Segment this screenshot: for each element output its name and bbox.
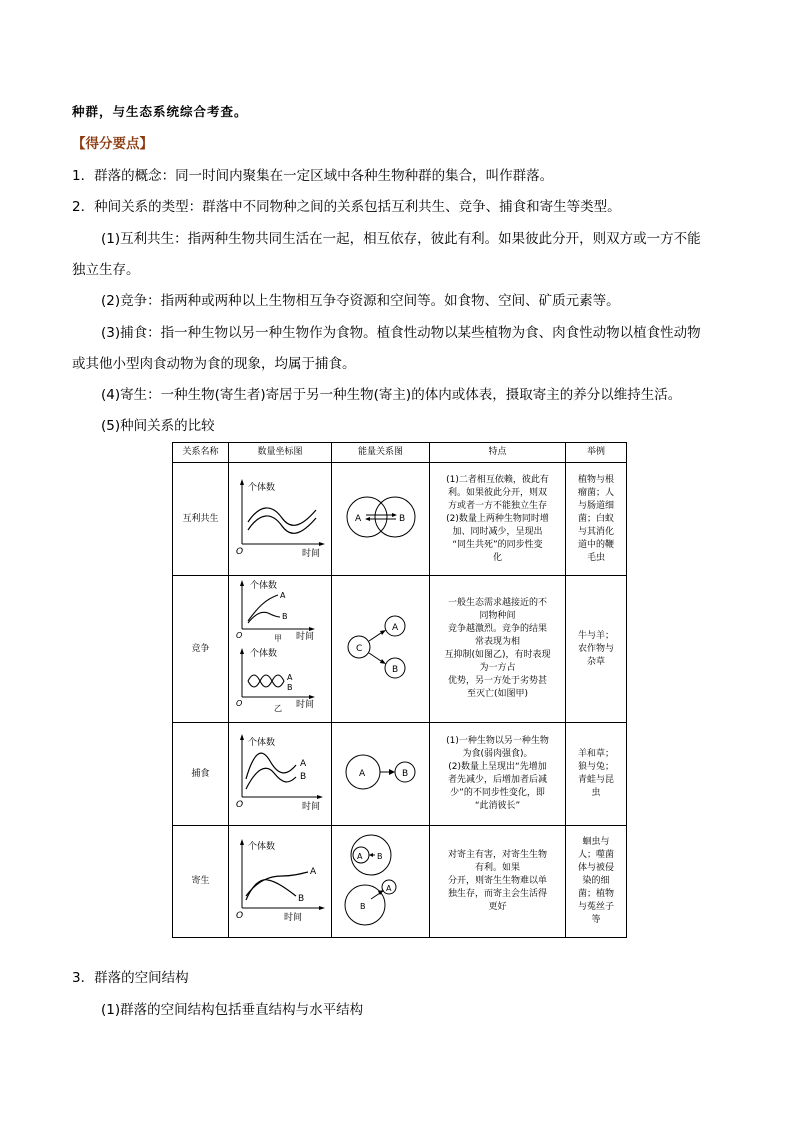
example-line: 羊和草；	[577, 749, 614, 759]
series-a-line	[246, 753, 296, 779]
origin-label: O	[236, 547, 244, 557]
examples-predation	[566, 723, 627, 826]
example-line: 人；噬菌	[577, 850, 614, 860]
arrowhead-left	[365, 517, 370, 521]
node-b-label: B	[359, 902, 365, 911]
series-a-label: A	[300, 759, 307, 769]
x-axis-arrow	[319, 542, 325, 546]
feature-line: (1)二者相互依赖，彼此有	[446, 474, 549, 485]
feature-line: (2)数量上两种生物同时增	[446, 513, 549, 524]
feature-line: 常表现为相	[474, 637, 520, 647]
node-a-label: A	[358, 768, 365, 779]
example-line: 毛虫	[586, 552, 605, 563]
node-a-label: A	[385, 884, 391, 893]
origin-label: O	[236, 911, 244, 921]
series-b-line-yi	[248, 675, 284, 687]
series-b-label: B	[287, 682, 293, 692]
origin-label: O	[236, 630, 243, 640]
parasitism-line-graph	[230, 834, 330, 924]
subpoint-competition: (2)竞争：指两种或两种以上生物相互争夺资源和空间等。如食物、空间、矿质元素等。	[101, 293, 620, 309]
table-row-parasitism	[173, 826, 627, 938]
example-line: 菌；植物	[577, 889, 614, 899]
table-row-competition	[173, 576, 627, 723]
arrowhead-right	[392, 513, 397, 517]
y-axis-label: 个体数	[248, 842, 276, 852]
x-axis-arrow	[317, 795, 323, 799]
feature-line: 一般生态需求越接近的不	[447, 598, 547, 608]
x-axis-label: 时间	[302, 549, 321, 559]
series-a-label: A	[280, 590, 286, 600]
circle-b	[375, 497, 415, 537]
example-line: 与其消化	[577, 526, 614, 537]
energy-graph-predation	[332, 723, 430, 826]
parasitism-energy-diagram	[333, 829, 429, 929]
example-line: 狼与兔；	[577, 762, 614, 772]
section-3-heading: 3．群落的空间结构	[72, 970, 189, 986]
example-line: 植物与根	[577, 474, 614, 485]
point-1-community-concept: 1．群落的概念：同一时间内聚集在一定区域中各种生物种群的集合，叫作群落。	[72, 168, 554, 184]
feature-line: 为一方占	[479, 663, 516, 673]
feature-line: 分开，则寄生生物难以单	[447, 876, 547, 886]
series-b-label: B	[282, 611, 288, 621]
section-heading: 【得分要点】	[72, 136, 153, 152]
feature-line: 化	[492, 552, 502, 563]
arrowhead	[389, 769, 395, 775]
quantity-graph-competition	[229, 576, 332, 723]
feature-line: 方或者一方不能独立生存	[447, 500, 547, 511]
feature-line: 竞争越激烈。竞争的结果	[447, 624, 547, 634]
header-quantity-graph: 数量坐标图	[229, 443, 332, 463]
features-competition	[430, 576, 566, 723]
x-axis-label: 时间	[302, 802, 321, 812]
x-axis-arrow	[319, 906, 325, 910]
feature-line: 对寄主有害，对寄生生物	[447, 850, 547, 860]
series-a-line-jia	[248, 595, 278, 621]
subpoint-mutualism-line1: (1)互利共生：指两种生物共同生活在一起，相互依存，彼此有利。如果彼此分开，则双方或一方不能	[101, 231, 701, 247]
quantity-graph-parasitism	[229, 826, 332, 938]
subpoint-parasitism: (4)寄生：一种生物(寄生者)寄居于另一种生物(寄主)的体内或体表，摄取寄主的养分以维持生活。	[101, 387, 682, 403]
example-line: 青蛙与昆	[577, 775, 614, 785]
arrowhead	[369, 853, 373, 857]
point-2-interspecific-types: 2．种间关系的类型：群落中不同物种之间的关系包括互利共生、竞争、捕食和寄生等类型。	[72, 199, 621, 215]
energy-graph-mutualism	[332, 463, 430, 576]
table-row-predation	[173, 723, 627, 826]
feature-line: 至灭亡(如图甲)	[466, 689, 529, 699]
arrowhead	[380, 630, 386, 635]
graph-yi-caption: 乙	[274, 703, 282, 713]
node-a-label: A	[356, 852, 362, 861]
origin-label: O	[236, 800, 244, 810]
feature-line: 者先减少，后增加者后减	[447, 775, 547, 785]
competition-energy-diagram	[333, 607, 429, 687]
series-b-label: B	[300, 772, 307, 782]
example-line: 与肠道细	[577, 500, 614, 511]
x-axis-label: 时间	[284, 913, 303, 923]
y-axis-arrow	[240, 648, 244, 654]
header-features: 特点	[430, 443, 566, 463]
y-axis-label: 个体数	[248, 483, 276, 493]
header-energy-graph: 能量关系图	[332, 443, 430, 463]
x-axis-label: 时间	[296, 631, 315, 642]
example-line: 与菟丝子	[577, 902, 614, 912]
examples-parasitism	[566, 826, 627, 938]
origin-label: O	[236, 698, 243, 708]
relation-name-predation: 捕食	[173, 723, 229, 826]
y-axis-arrow	[240, 734, 244, 740]
intro-line: 种群，与生态系统综合考查。	[72, 104, 248, 119]
table-row-mutualism	[173, 463, 627, 576]
series-a-line-yi	[248, 675, 284, 687]
node-b-label: B	[391, 664, 398, 675]
series-b-label: B	[298, 894, 305, 904]
example-line: 体与被侵	[577, 863, 614, 873]
mutualism-line-graph	[230, 474, 330, 559]
example-line: 农作物与	[577, 643, 614, 654]
example-line: 等	[591, 915, 601, 925]
feature-line: 有利。如果	[474, 863, 520, 873]
relation-name-mutualism: 互利共生	[173, 463, 229, 576]
relation-name-parasitism: 寄生	[173, 826, 229, 938]
example-line: 虫	[591, 788, 601, 798]
features-parasitism	[430, 826, 566, 938]
arrowhead	[380, 659, 386, 664]
y-axis-arrow	[240, 839, 244, 845]
quantity-graph-mutualism	[229, 463, 332, 576]
series-b-line	[246, 880, 296, 900]
example-line: 菌；白蚁	[577, 513, 614, 524]
feature-line: 利。如果彼此分开，则双	[447, 487, 547, 498]
example-line: 道中的鞭	[577, 539, 614, 550]
node-b-label: B	[398, 513, 405, 524]
y-axis-arrow	[240, 580, 244, 586]
feature-line: 优势，另一方处于劣势甚	[447, 676, 547, 686]
energy-graph-competition	[332, 576, 430, 723]
feature-line: (1)一种生物以另一种生物	[446, 736, 549, 746]
feature-line: 更好	[488, 902, 507, 912]
subpoint-predation-line2: 或其他小型肉食动物为食的现象，均属于捕食。	[72, 356, 356, 372]
feature-line: 少”的不同步性变化，即	[450, 788, 545, 798]
header-examples: 举例	[566, 443, 627, 463]
feature-line: 加、同时减少，呈现出	[452, 526, 543, 537]
competition-line-graphs	[230, 577, 330, 717]
y-axis-label: 个体数	[250, 580, 278, 591]
examples-competition	[566, 576, 627, 723]
graph-jia-caption: 甲	[274, 633, 282, 643]
y-axis-arrow	[240, 479, 244, 485]
feature-line: 为食(弱肉强食)。	[462, 749, 533, 759]
node-b-label: B	[376, 852, 382, 861]
y-axis-label: 个体数	[248, 738, 276, 748]
feature-line: 独生存，而寄主会生活得	[447, 889, 547, 899]
quantity-graph-predation	[229, 723, 332, 826]
features-mutualism	[430, 463, 566, 576]
feature-line: 同物种间	[479, 611, 516, 621]
feature-line: 互抑制(如图乙)，有时表现	[444, 650, 551, 660]
series-a-label: A	[287, 672, 293, 682]
predation-energy-diagram	[333, 742, 429, 802]
x-axis-arrow	[309, 627, 315, 631]
relation-name-competition: 竞争	[173, 576, 229, 723]
header-relation-name: 关系名称	[173, 443, 229, 463]
series-a-label: A	[310, 867, 317, 877]
example-line: 牛与羊；	[577, 630, 614, 641]
subpoint-mutualism-line2: 独立生存。	[72, 262, 140, 278]
relation-comparison-table	[172, 442, 627, 938]
subpoint-comparison: (5)种间关系的比较	[101, 418, 215, 434]
energy-graph-parasitism	[332, 826, 430, 938]
feature-line: “同生共死”的同步性变	[452, 539, 543, 550]
example-line: 染的细	[582, 876, 610, 886]
example-line: 蛔虫与	[582, 837, 610, 847]
series-a-line	[248, 508, 316, 525]
y-axis-label: 个体数	[250, 648, 278, 659]
examples-mutualism	[566, 463, 627, 576]
x-axis-label: 时间	[296, 699, 315, 710]
table-header-row	[173, 443, 627, 463]
node-a-label: A	[354, 513, 361, 524]
example-line: 杂草	[586, 656, 605, 667]
feature-line: “此消彼长”	[474, 801, 521, 811]
section-3-subpoint: (1)群落的空间结构包括垂直结构与水平结构	[101, 1002, 364, 1018]
subpoint-predation-line1: (3)捕食：指一种生物以另一种生物作为食物。植食性动物以某些植物为食、肉食性动物以植食性动物	[101, 325, 701, 341]
example-line: 瘤菌；人	[577, 487, 614, 498]
x-axis-arrow	[309, 695, 315, 699]
node-c-label: C	[355, 643, 362, 654]
features-predation	[430, 723, 566, 826]
feature-line: (2)数量上呈现出“先增加	[448, 762, 547, 772]
mutualism-energy-diagram	[333, 487, 429, 547]
node-a-label: A	[391, 622, 398, 633]
predation-line-graph	[230, 729, 330, 814]
node-b-label: B	[401, 768, 408, 779]
